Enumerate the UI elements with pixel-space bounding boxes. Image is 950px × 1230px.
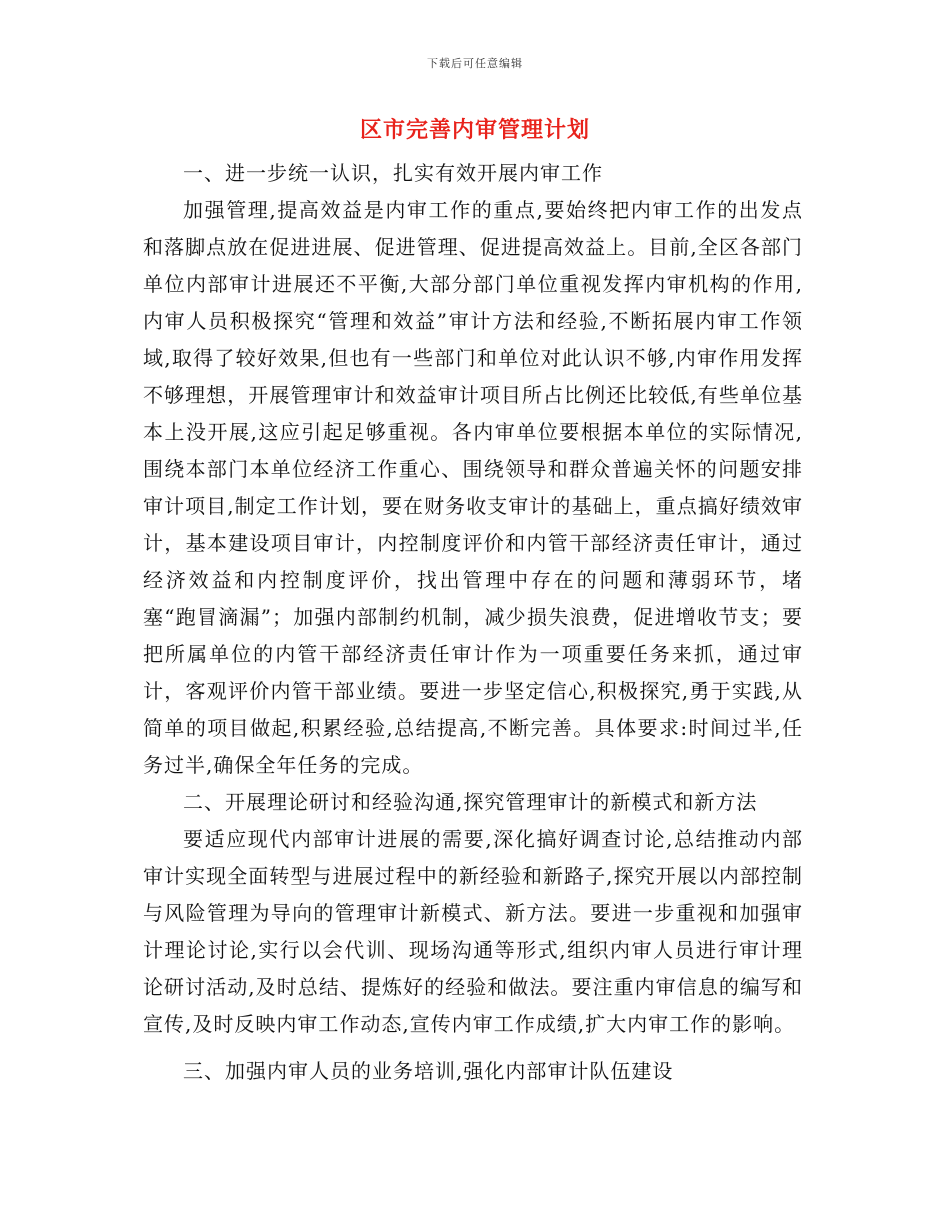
section-2-paragraph: 要适应现代内部审计进展的需要,深化搞好调查讨论,总结推动内部审计实现全面转型与进展过程中的新经验和新路子,探究开展以内部控制与风险管理为导向的管理审计新模式、新方法。要进一步重视和加强审计理论讨论,实行以会代训、现场沟通等形式,组织内审人员进行审计理论研讨活动,及时总结、提炼好的经验和做法。要注重内审信息的编写和宣传,及时反映内审工作动态,宣传内审工作成绩,扩大内审工作的影响。 — [143, 827, 803, 1036]
document-title: 区市完善内审管理计划 — [359, 117, 590, 143]
section-2-heading: 二、开展理论研讨和经验沟通,探究管理审计的新模式和新方法 — [183, 790, 758, 814]
page-header-note: 下载后可任意编辑 — [427, 57, 523, 70]
document-body — [143, 155, 803, 1090]
section-3-heading: 三、加强内审人员的业务培训,强化内部审计队伍建设 — [183, 1059, 674, 1083]
section-1-heading: 一、进一步统一认识，扎实有效开展内审工作 — [183, 161, 603, 185]
section-1-paragraph: 加强管理,提高效益是内审工作的重点,要始终把内审工作的出发点和落脚点放在促进进展、促进管理、促进提高效益上。目前,全区各部门单位内部审计进展还不平衡,大部分部门单位重视发挥内审机构的作用,内审人员积极探究“管理和效益”审计方法和经验,不断拓展内审工作领域,取得了较好效果,但也有一些部门和单位对此认识不够,内审作用发挥不够理想，开展管理审计和效益审计项目所占比例还比较低,有些单位基本上没开展,这应引起足够重视。各内审单位要根据本单位的实际情况,围绕本部门本单位经济工作重心、围绕领导和群众普遍关怀的问题安排审计项目,制定工作计划，要在财务收支审计的基础上，重点搞好绩效审计，基本建设项目审计，内控制度评价和内管干部经济责任审计，通过经济效益和内控制度评价，找出管理中存在的问题和薄弱环节，堵塞“跑冒滴漏”；加强内部制约机制，减少损失浪费，促进增收节支；要把所属单位的内管干部经济责任审计作为一项重要任务来抓，通过审计，客观评价内管干部业绩。要进一步坚定信心,积极探究,勇于实践,从简单的项目做起,积累经验,总结提高,不断完善。具体要求:时间过半,任务过半,确保全年任务的完成。 — [143, 198, 803, 777]
